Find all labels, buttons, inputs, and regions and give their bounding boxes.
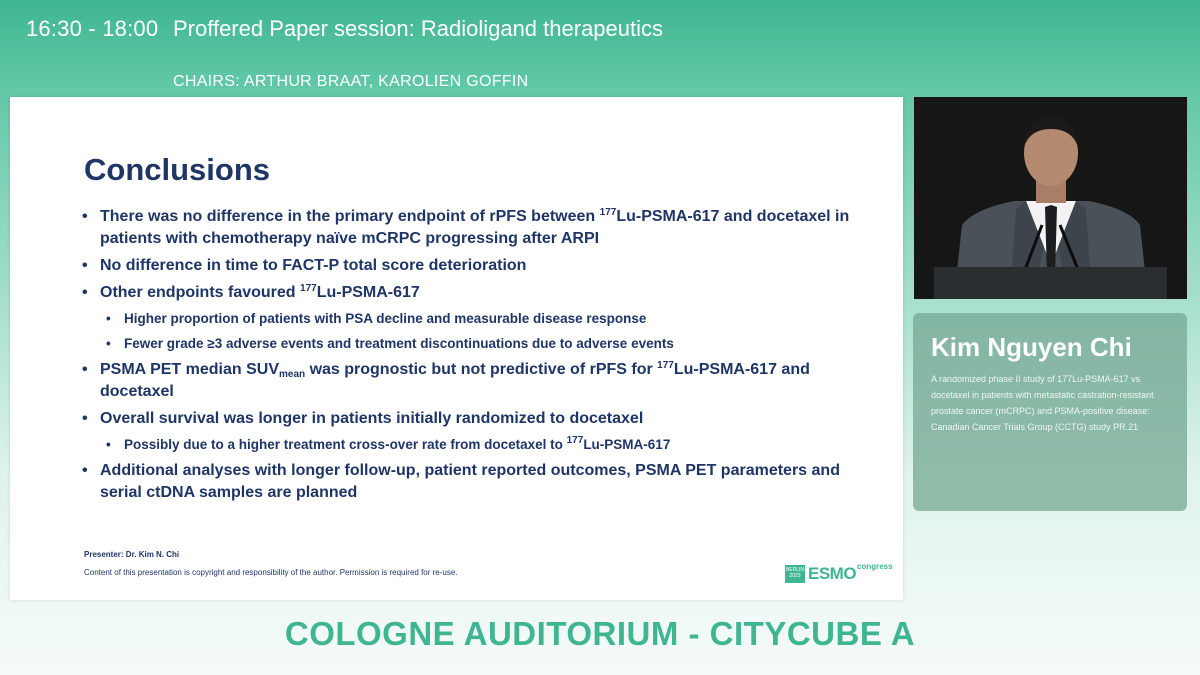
sub-bullet-adverse-events (82, 334, 862, 353)
talk-description: A randomized phase II study of 177Lu-PSMA-617 vs docetaxel in patients with metastatic castration-resistant prostate cancer (mCRPC) and PSMA-positive disease: Canadian Cancer Trials Group (CCTG) study PR.21 (931, 374, 1154, 432)
bullet-text: Lu-PSMA-617 (316, 284, 420, 301)
sub-bullet-text: Lu-PSMA-617 (583, 437, 671, 452)
bullet-additional-analyses (82, 460, 862, 504)
bullet-psma-pet (82, 359, 862, 403)
copyright-notice: Content of this presentation is copyright and responsibility of the author. Permission is required for re-use. (84, 568, 458, 577)
bullet-text: Overall survival was longer in patients initially randomized to docetaxel (100, 410, 644, 427)
sub-bullet-cross-over (82, 435, 862, 454)
sub-bullet-psa-decline (82, 309, 862, 328)
speaker-info-card (913, 313, 1187, 511)
isotope-superscript: 177 (300, 283, 317, 294)
bullet-overall-survival (82, 408, 862, 430)
bullet-primary-endpoint (82, 206, 862, 250)
bullet-text: Lu-PSMA-617 and docetaxel (100, 361, 810, 400)
isotope-superscript: 177 (566, 435, 584, 446)
isotope-superscript: 177 (599, 207, 617, 218)
sub-bullet-text: Higher proportion of patients with PSA decline and measurable disease response (124, 311, 647, 326)
mean-subscript: mean (279, 369, 306, 380)
bullet-text: Lu-PSMA-617 and docetaxel in patients with chemotherapy naïve mCRPC progressing after ARPI (100, 208, 850, 247)
esmo-congress-logo (785, 562, 891, 587)
sub-bullet-text: Possibly due to a higher treatment cross-over rate from docetaxel to (124, 437, 567, 452)
presenter-credit: Presenter: Dr. Kim N. Chi (84, 550, 180, 559)
isotope-superscript: 177 (657, 360, 674, 371)
presentation-slide (10, 97, 903, 600)
bullet-text: PSMA PET median SUV (100, 361, 279, 378)
slide-title: Conclusions (84, 152, 271, 187)
sub-bullet-text: Fewer grade ≥3 adverse events and treatment discontinuations due to adverse events (124, 336, 674, 351)
session-time: 16:30 - 18:00 (26, 16, 159, 41)
speaker-video-image (914, 97, 1187, 299)
bullet-text: Additional analyses with longer follow-up, patient reported outcomes, PSMA PET parameters and serial ctDNA samples are planned (100, 462, 840, 501)
session-chairs: CHAIRS: ARTHUR BRAAT, KAROLIEN GOFFIN (173, 73, 529, 90)
session-title: Proffered Paper session: Radioligand therapeutics (173, 16, 664, 41)
conclusions-list (82, 206, 862, 509)
speaker-video-feed (914, 97, 1187, 299)
bullet-text: was prognostic but not predictive of rPFS for (305, 361, 658, 378)
bullet-text: Other endpoints favoured (100, 284, 301, 301)
bullet-text: No difference in time to FACT-P total score deterioration (100, 257, 527, 274)
logo-congress: congress (857, 562, 893, 571)
bullet-text: There was no difference in the primary endpoint of rPFS between (100, 208, 600, 225)
logo-city: BERLIN 2023 (785, 565, 805, 583)
speaker-name: Kim Nguyen Chi (931, 332, 1132, 362)
bullet-fact-p (82, 255, 862, 277)
room-name: COLOGNE AUDITORIUM - CITYCUBE A (284, 615, 916, 652)
logo-wordmark: ESMO (808, 564, 857, 583)
bullet-other-endpoints (82, 282, 862, 304)
